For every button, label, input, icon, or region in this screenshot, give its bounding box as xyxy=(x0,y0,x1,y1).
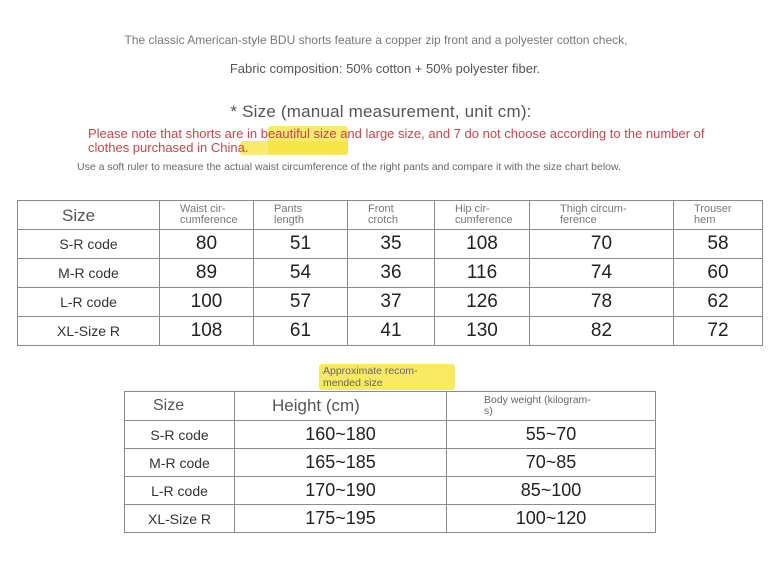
weight-value: 55~70 xyxy=(447,421,656,449)
weight-value: 100~120 xyxy=(447,505,656,533)
pants-length-value: 57 xyxy=(254,288,348,317)
measurement-table xyxy=(17,200,763,346)
row-size-label: S-R code xyxy=(18,230,160,259)
height-value: 170~190 xyxy=(235,477,447,505)
trouser-hem-value: 60 xyxy=(674,259,763,288)
table-row xyxy=(125,477,656,505)
front-crotch-value: 36 xyxy=(348,259,435,288)
row-size-label: XL-Size R xyxy=(18,317,160,346)
waist-value: 89 xyxy=(160,259,254,288)
pants-length-value: 61 xyxy=(254,317,348,346)
waist-value: 108 xyxy=(160,317,254,346)
trouser-hem-value: 58 xyxy=(674,230,763,259)
measurement-header-row xyxy=(18,201,763,230)
size-notice: Please note that shorts are in beautiful size and large size, and 7 do not choose according to the number of clothes purchased in China. xyxy=(88,126,705,155)
trouser-hem-value: 62 xyxy=(674,288,763,317)
recommendation-header-row xyxy=(125,392,656,421)
intro-line-1: The classic American-style BDU shorts feature a copper zip front and a polyester cotton check, xyxy=(124,33,628,47)
table-row xyxy=(18,288,763,317)
front-crotch-value: 35 xyxy=(348,230,435,259)
hip-value: 130 xyxy=(435,317,530,346)
hip-value: 108 xyxy=(435,230,530,259)
weight-value: 70~85 xyxy=(447,449,656,477)
measuring-instruction: Use a soft ruler to measure the actual waist circumference of the right pants and compare it with the size chart below. xyxy=(77,161,621,173)
row-size-label: L-R code xyxy=(125,477,235,505)
height-value: 165~185 xyxy=(235,449,447,477)
front-crotch-value: 41 xyxy=(348,317,435,346)
table-row xyxy=(18,230,763,259)
hip-value: 116 xyxy=(435,259,530,288)
row-size-label: M-R code xyxy=(18,259,160,288)
height-value: 175~195 xyxy=(235,505,447,533)
header-body-weight: Body weight (kilogram- s) xyxy=(447,392,656,421)
waist-value: 100 xyxy=(160,288,254,317)
header-size: Size xyxy=(125,392,235,421)
pants-length-value: 54 xyxy=(254,259,348,288)
header-thigh: Thigh circum- ference xyxy=(530,201,674,230)
table-row xyxy=(125,421,656,449)
header-trouser-hem: Trouser hem xyxy=(674,201,763,230)
header-front-crotch: Front crotch xyxy=(348,201,435,230)
front-crotch-value: 37 xyxy=(348,288,435,317)
weight-value: 85~100 xyxy=(447,477,656,505)
header-hip: Hip cir- cumference xyxy=(435,201,530,230)
row-size-label: L-R code xyxy=(18,288,160,317)
thigh-value: 78 xyxy=(530,288,674,317)
thigh-value: 82 xyxy=(530,317,674,346)
header-size: Size xyxy=(18,201,160,230)
thigh-value: 74 xyxy=(530,259,674,288)
header-pants-length: Pants length xyxy=(254,201,348,230)
header-height: Height (cm) xyxy=(235,392,447,421)
recommendation-label: Approximate recom- mended size xyxy=(323,365,418,389)
pants-length-value: 51 xyxy=(254,230,348,259)
size-heading: * Size (manual measurement, unit cm): xyxy=(230,102,532,121)
table-row xyxy=(18,317,763,346)
row-size-label: XL-Size R xyxy=(125,505,235,533)
height-value: 160~180 xyxy=(235,421,447,449)
row-size-label: M-R code xyxy=(125,449,235,477)
recommendation-table xyxy=(124,391,656,533)
intro-line-2: Fabric composition: 50% cotton + 50% polyester fiber. xyxy=(229,61,541,76)
row-size-label: S-R code xyxy=(125,421,235,449)
table-row xyxy=(125,449,656,477)
header-waist: Waist cir- cumference xyxy=(160,201,254,230)
waist-value: 80 xyxy=(160,230,254,259)
faint-scribble: ˙ ʼ ʼ ʼ ˙ ˙ ˙ ˙ xyxy=(82,175,127,182)
hip-value: 126 xyxy=(435,288,530,317)
trouser-hem-value: 72 xyxy=(674,317,763,346)
table-row xyxy=(18,259,763,288)
thigh-value: 70 xyxy=(530,230,674,259)
table-row xyxy=(125,505,656,533)
